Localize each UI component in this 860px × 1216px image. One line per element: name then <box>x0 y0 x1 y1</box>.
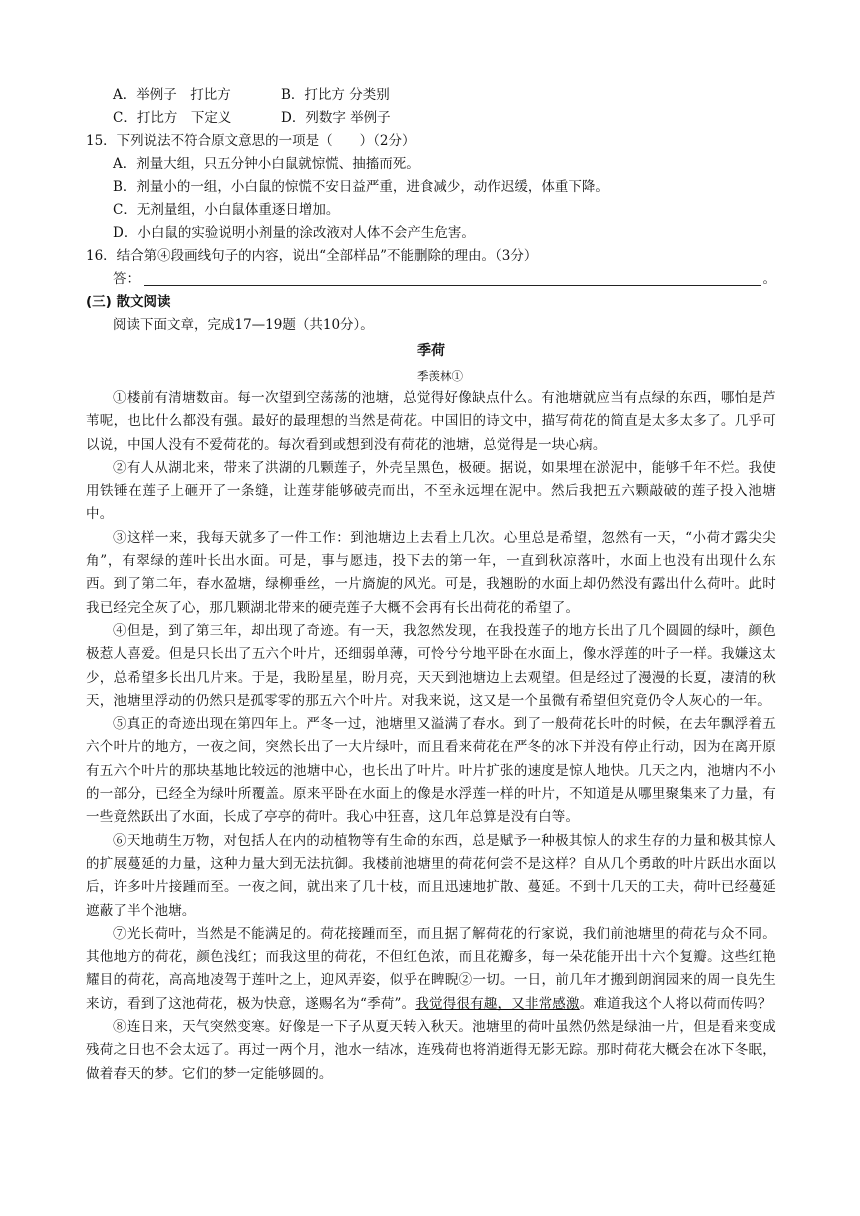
paragraph-4: ④但是，到了第三年，却出现了奇迹。有一天，我忽然发现，在我投莲子的地方长出了几个圆圆的绿叶，颜色极惹人喜爱。但是只长出了五六个叶片，还细弱单薄，可怜兮兮地平卧在水面上，像水浮莲的叶子一样。我嫌这太少，总希望多长出几片来。于是，我盼星星，盼月亮，天天到池塘边上去观望。但是经过了漫漫的长夏，凄清的秋天，池塘里浮动的仍然只是孤零零的那五六个叶片。对我来说，这又是一个虽微有希望但究竟仍令人灰心的一年。 <box>86 622 776 709</box>
q15-option-c: C．无剂量组，小白鼠体重逐日增加。 <box>113 202 340 218</box>
q14-options-row-1 <box>86 84 776 107</box>
q16-answer-label: 答： <box>113 271 140 287</box>
paragraph-2: ②有人从湖北来，带来了洪湖的几颗莲子，外壳呈黑色，极硬。据说，如果埋在淤泥中，能够千年不烂。我使用铁锤在莲子上砸开了一条缝，让莲芽能够破壳而出，不至永远埋在泥中。然后我把五六颗敲破的莲子投入池塘中。 <box>86 459 776 523</box>
q16-answer-line[interactable] <box>144 284 761 286</box>
q16-stem: 16．结合第④段画线句子的内容，说出“全部样品”不能删除的理由。（3分） <box>86 248 538 264</box>
q14-option-c: C．打比方 下定义 <box>113 110 232 126</box>
section-intro: 阅读下面文章，完成17—19题（共10分）。 <box>113 317 374 333</box>
paragraph-7-underlined-sentence: 我觉得很有趣，又非常感激 <box>415 995 580 1012</box>
exam-page <box>86 84 776 1086</box>
q15-stem: 15．下列说法不符合原文意思的一项是（ ）（2分） <box>86 133 416 149</box>
paragraph-1: ①楼前有清塘数亩。每一次望到空荡荡的池塘，总觉得好像缺点什么。有池塘就应当有点绿的东西，哪怕是芦苇呢，也比什么都没有强。最好的最理想的当然是荷花。中国旧的诗文中，描写荷花的简直是太多太多了。几乎可以说，中国人没有不爱荷花的。每次看到或想到没有荷花的池塘，总觉得是一块心病。 <box>86 390 776 453</box>
q14-options-row-2 <box>86 107 776 130</box>
paragraph-7-part-1: ⑦光长荷叶，当然是不能满足的。荷花接踵而至，而且据了解荷花的行家说，我们前池塘里的荷花与众不同。其他地方的荷花，颜色浅红；而我这里的荷花，不但红色浓，而且花瓣多，每一朵花能开出十六个复瓣。这些红艳耀目的荷花，高高地凌驾于莲叶之上，迎风弄姿，似乎在睥睨②一切。一日，前几年才搬到朗润园来的周一良先生来访，看到了这池荷花，极为快意，遂赐名为“季荷”。 <box>86 925 776 1012</box>
q16-answer-end: 。 <box>762 271 776 287</box>
q15-option-b: B．剂量小的一组，小白鼠的惊慌不安日益严重，进食减少，动作迟缓，体重下降。 <box>113 179 609 195</box>
paragraph-3: ③这样一来，我每天就多了一件工作：到池塘边上去看上几次。心里总是希望，忽然有一天，“小荷才露尖尖角”，有翠绿的莲叶长出水面。可是，事与愿违，投下去的第一年，一直到秋凉落叶，水面上也没有出现什么东西。到了第二年，春水盈塘，绿柳垂丝，一片旖旎的风光。可是，我翘盼的水面上却仍然没有露出什么荷叶。此时我已经完全灰了心，那几颗湖北带来的硬壳莲子大概不会再有长出荷花的希望了。 <box>86 529 776 616</box>
paragraph-6: ⑥天地萌生万物，对包括人在内的动植物等有生命的东西，总是赋予一种极其惊人的求生存的力量和极其惊人的扩展蔓延的力量，这种力量大到无法抗御。我楼前池塘里的荷花何尝不是这样？自从几个勇敢的叶片跃出水面以后，许多叶片接踵而至。一夜之间，就出来了几十枝，而且迅速地扩散、蔓延。不到十几天的工夫，荷叶已经蔓延遮蔽了半个池塘。 <box>86 832 776 919</box>
section-heading: (三) 散文阅读 <box>86 294 171 310</box>
q15-option-d: D．小白鼠的实验说明小剂量的涂改液对人体不会产生危害。 <box>113 225 475 241</box>
q14-option-a: A．举例子 打比方 <box>113 87 231 103</box>
article-author: 季羡林① <box>417 369 463 383</box>
paragraph-7 <box>86 923 776 1016</box>
q14-option-b: B．打比方 分类别 <box>281 87 390 103</box>
q16-answer-row <box>86 268 776 291</box>
paragraph-5: ⑤真正的奇迹出现在第四年上。严冬一过，池塘里又溢满了春水。到了一般荷花长叶的时候，在去年飘浮着五六个叶片的地方，一夜之间，突然长出了一大片绿叶，而且看来荷花在严冬的冰下并没有停止行动，因为在离开原有五六个叶片的那块基地比较远的池塘中心，也长出了叶片。叶片扩张的速度是惊人地快。几天之内，池塘内不小的一部分，已经全为绿叶所覆盖。原来平卧在水面上的像是水浮莲一样的叶片，不知道是从哪里聚集来了力量，有一些竟然跃出了水面，长成了亭亭的荷叶。我心中狂喜，这几年总算是没有白等。 <box>86 716 776 826</box>
q14-option-d: D．列数字 举例子 <box>281 110 391 126</box>
q15-option-a: A．剂量大组，只五分钟小白鼠就惊慌、抽搐而死。 <box>113 156 420 172</box>
paragraph-7-part-2: 。难道我这个人将以荷而传吗？ <box>579 995 772 1012</box>
article-title: 季荷 <box>417 343 445 359</box>
paragraph-8: ⑧连日来，天气突然变寒。好像是一下子从夏天转入秋天。池塘里的荷叶虽然仍然是绿油一片，但是看来变成残荷之日也不会太远了。再过一两个月，池水一结冰，连残荷也将消逝得无影无踪。那时荷花大概会在冰下冬眠，做着春天的梦。它们的梦一定能够圆的。 <box>86 1019 776 1082</box>
